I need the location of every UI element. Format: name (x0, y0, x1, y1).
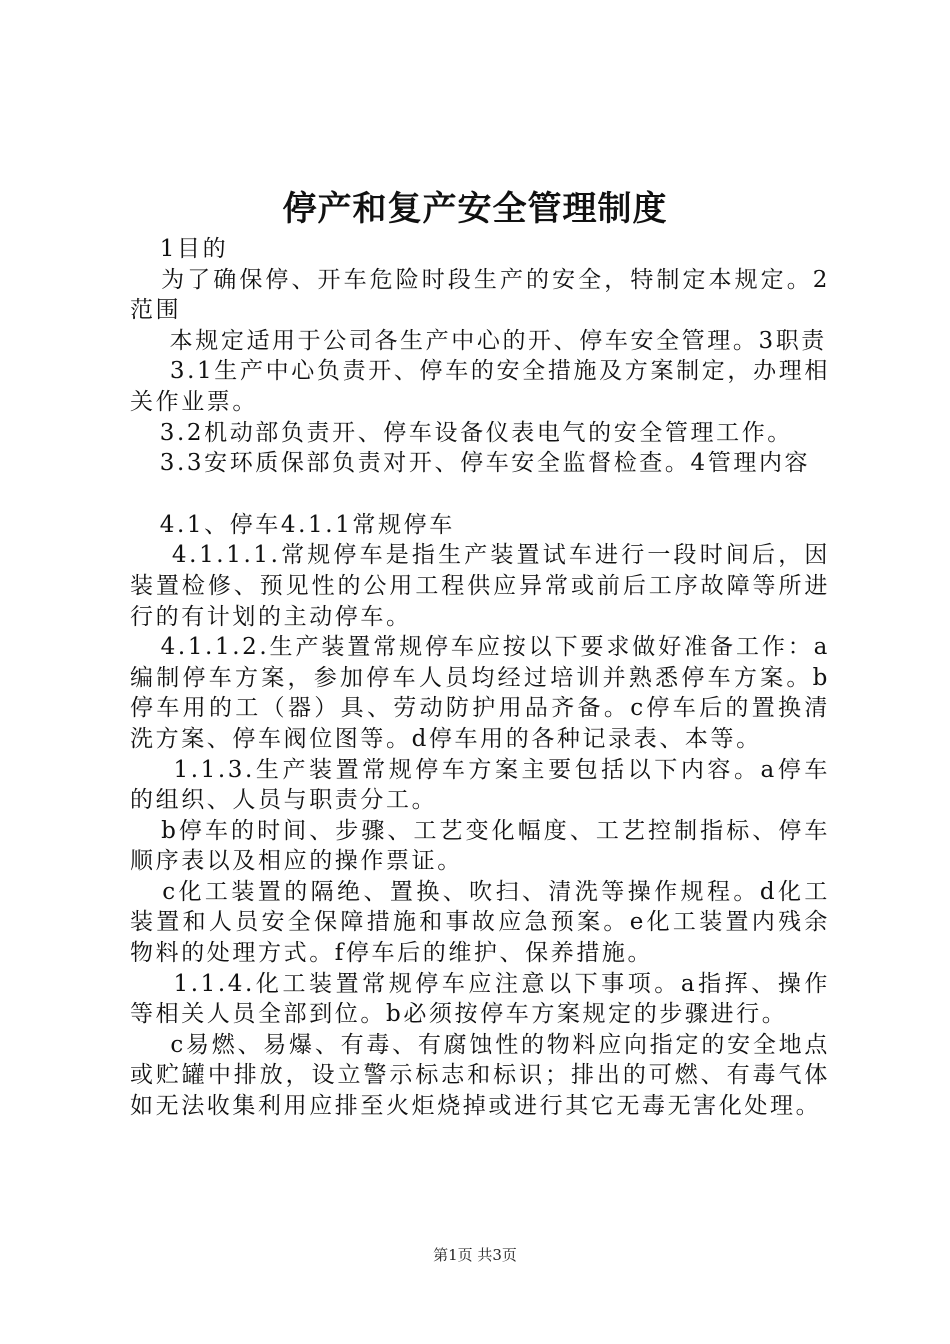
paragraph: b停车的时间、步骤、工艺变化幅度、工艺控制指标、停车顺序表以及相应的操作票证。 (130, 817, 830, 875)
section-heading: 1目的 (130, 236, 229, 262)
paragraph: 1.1.4.化工装置常规停车应注意以下事项。a指挥、操作等相关人员全部到位。b必须按停车方案规定的步骤进行。 (130, 970, 830, 1028)
paragraph: 3.3安环质保部负责对开、停车安全监督检查。4管理内容 (130, 450, 811, 477)
page-number-footer: 第1页 共3页 (433, 1246, 517, 1264)
paragraph-spacer (130, 479, 830, 510)
paragraph: 1.1.3.生产装置常规停车方案主要包括以下内容。a停车的组织、人员与职责分工。 (130, 756, 830, 814)
document-title: 停产和复产安全管理制度 (282, 189, 668, 229)
paragraph: 4.1、停车4.1.1常规停车 (130, 511, 455, 538)
paragraph: c化工装置的隔绝、置换、吹扫、清洗等操作规程。d化工装置和人员安全保障措施和事故应急预案。e化工装置内残余物料的处理方式。f停车后的维护、保养措施。 (130, 878, 830, 967)
paragraph: 3.2机动部负责开、停车设备仪表电气的安全管理工作。 (130, 419, 793, 446)
paragraph: 4.1.1.1.常规停车是指生产装置试车进行一段时间后，因装置检修、预见性的公用工程供应异常或前后工序故障等所进行的有计划的主动停车。 (130, 542, 830, 630)
paragraph: c易燃、易爆、有毒、有腐蚀性的物料应向指定的安全地点或贮罐中排放，设立警示标志和标识；排出的可燃、有毒气体如无法收集利用应排至火炬烧掉或进行其它无毒无害化处理。 (130, 1031, 830, 1120)
paragraph: 本规定适用于公司各生产中心的开、停车安全管理。3职责 (130, 327, 827, 354)
paragraph: 3.1生产中心负责开、停车的安全措施及方案制定，办理相关作业票。 (130, 358, 830, 415)
paragraph: 为了确保停、开车危险时段生产的安全，特制定本规定。2范围 (130, 266, 831, 324)
paragraph: 4.1.1.2.生产装置常规停车应按以下要求做好准备工作：a编制停车方案，参加停车人员均经过培训并熟悉停车方案。b停车用的工（器）具、劳动防护用品齐备。c停车后的置换清洗方案、停车阀位图等。d停车用的各种记录表、本等。 (130, 634, 830, 752)
document-body (130, 234, 830, 1122)
